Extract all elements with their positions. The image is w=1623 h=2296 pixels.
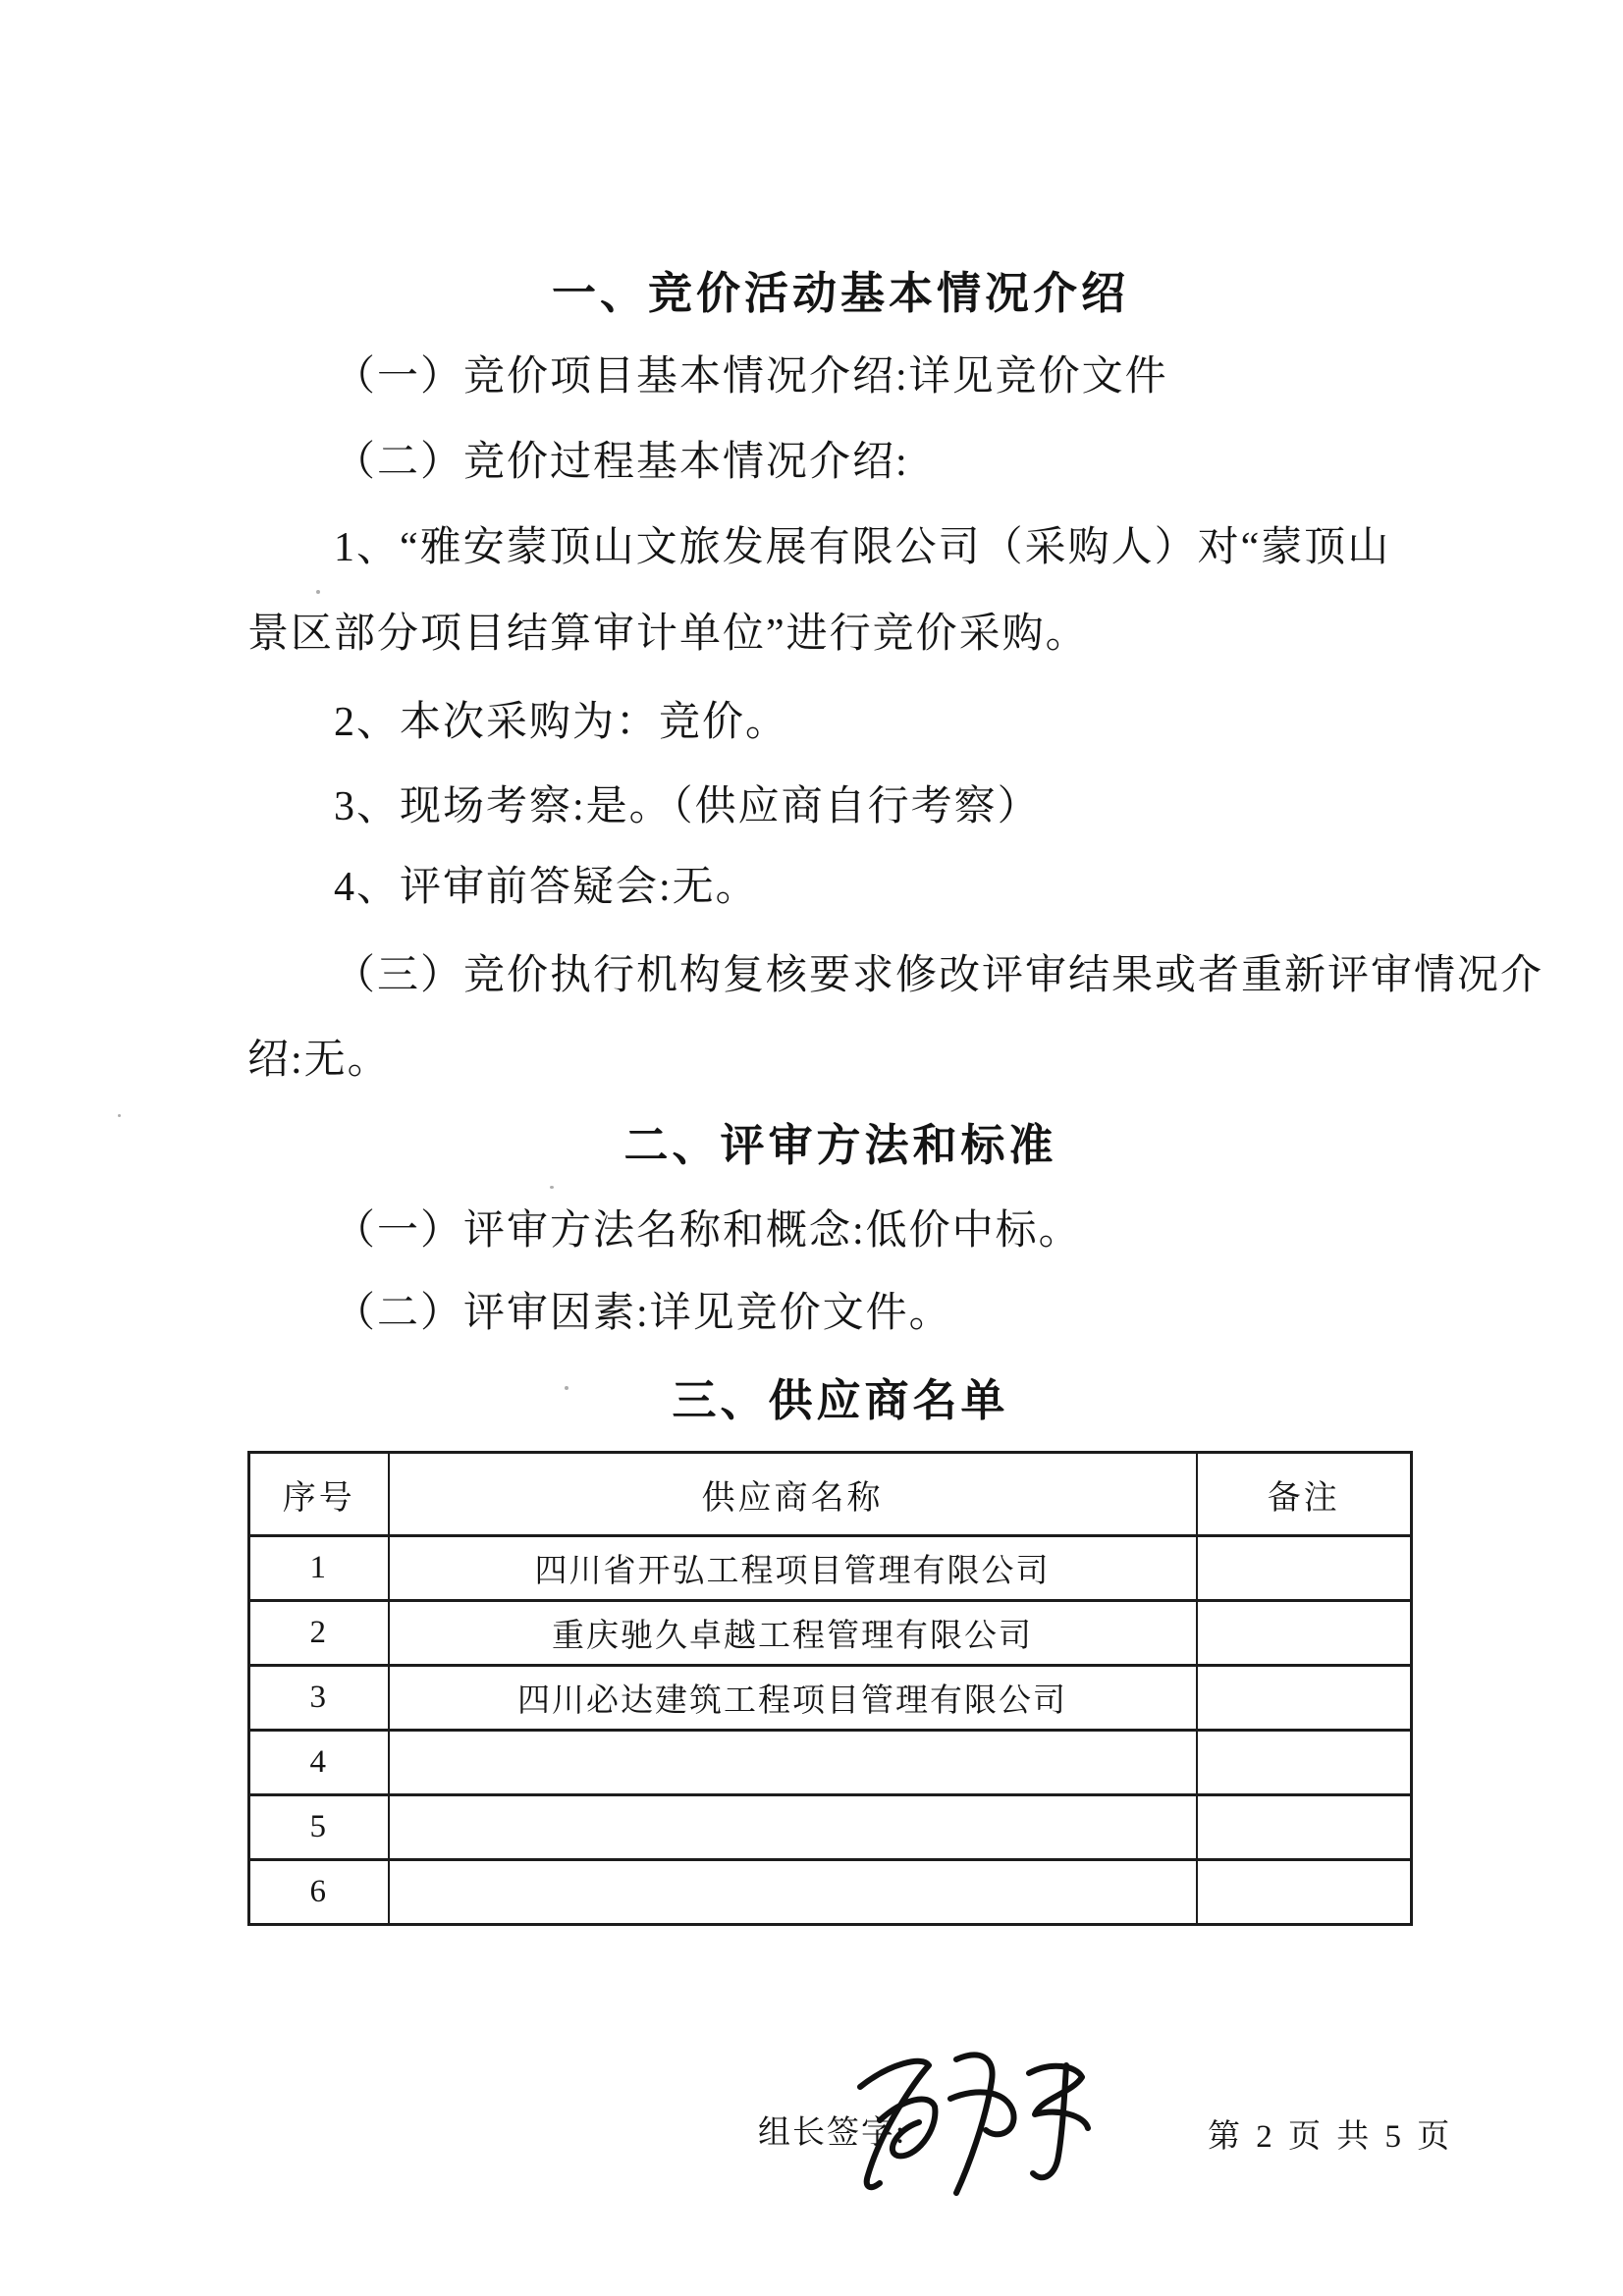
- signature-label: 组长签字:: [758, 2115, 907, 2151]
- section-1-point-3: 3、现场考察:是。（供应商自行考察）: [334, 784, 1041, 829]
- scan-speck: [316, 590, 320, 594]
- table-row: [249, 1601, 1412, 1666]
- supplier-name: 四川省开弘工程项目管理有限公司: [389, 1536, 1197, 1601]
- supplier-name: [389, 1860, 1197, 1925]
- table-row: [249, 1731, 1412, 1795]
- section-1-heading: 一、竞价活动基本情况介绍: [551, 269, 1129, 318]
- section-1-point-2: 2、本次采购为：竞价。: [334, 700, 789, 745]
- column-header-supplier-name: 供应商名称: [389, 1453, 1197, 1536]
- section-1-point-1-line-1: 1、“雅安蒙顶山文旅发展有限公司（采购人）对“蒙顶山: [334, 525, 1391, 570]
- supplier-name: [389, 1795, 1197, 1860]
- section-1-item-1: （一）竞价项目基本情况介绍:详见竞价文件: [334, 354, 1168, 400]
- row-index: 5: [249, 1795, 389, 1860]
- row-index: 3: [249, 1666, 389, 1731]
- section-1-point-1-line-2: 景区部分项目结算审计单位”进行竞价采购。: [247, 612, 1089, 657]
- section-1-item-3-line-1: （三）竞价执行机构复核要求修改评审结果或者重新评审情况介: [334, 953, 1544, 998]
- section-1-item-2: （二）竞价过程基本情况介绍:: [334, 440, 909, 485]
- scan-speck: [118, 1114, 121, 1117]
- scan-speck: [565, 1386, 568, 1390]
- row-note: [1197, 1731, 1412, 1795]
- row-index: 2: [249, 1601, 389, 1666]
- supplier-name: 重庆驰久卓越工程管理有限公司: [389, 1601, 1197, 1666]
- row-note: [1197, 1536, 1412, 1601]
- section-2-item-2: （二）评审因素:详见竞价文件。: [334, 1291, 952, 1336]
- row-note: [1197, 1795, 1412, 1860]
- supplier-table: [247, 1451, 1413, 1926]
- section-2-item-1: （一）评审方法名称和概念:低价中标。: [334, 1208, 1082, 1254]
- row-index: 4: [249, 1731, 389, 1795]
- scan-speck: [550, 1186, 554, 1189]
- column-header-note: 备注: [1197, 1453, 1412, 1536]
- table-row: [249, 1666, 1412, 1731]
- supplier-name: [389, 1731, 1197, 1795]
- supplier-name: 四川必达建筑工程项目管理有限公司: [389, 1666, 1197, 1731]
- page-number: 第 2 页 共 5 页: [1208, 2119, 1454, 2155]
- row-note: [1197, 1601, 1412, 1666]
- section-2-heading: 二、评审方法和标准: [623, 1121, 1057, 1170]
- table-header-row: [249, 1453, 1412, 1536]
- table-row: [249, 1536, 1412, 1601]
- row-note: [1197, 1666, 1412, 1731]
- row-note: [1197, 1860, 1412, 1925]
- table-row: [249, 1860, 1412, 1925]
- section-1-item-3-line-2: 绍:无。: [247, 1038, 391, 1083]
- row-index: 6: [249, 1860, 389, 1925]
- section-1-point-4: 4、评审前答疑会:无。: [334, 865, 759, 910]
- column-header-index: 序号: [249, 1453, 389, 1536]
- row-index: 1: [249, 1536, 389, 1601]
- signature: [846, 2030, 1092, 2207]
- section-3-heading: 三、供应商名单: [672, 1376, 1009, 1425]
- table-row: [249, 1795, 1412, 1860]
